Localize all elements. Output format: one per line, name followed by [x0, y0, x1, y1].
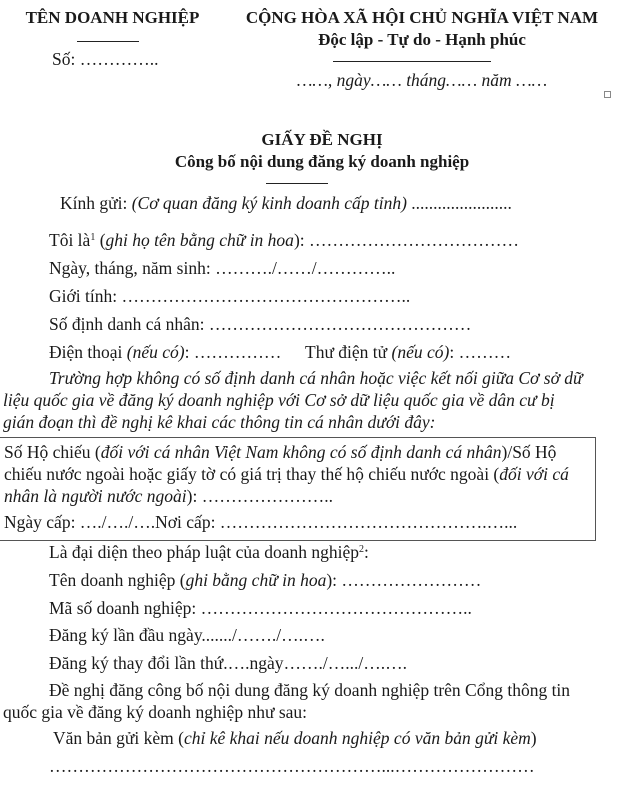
gender-input[interactable]: ………………………………………….. — [121, 286, 411, 306]
title-underline — [266, 183, 328, 184]
enterprise-code-field: Mã số doanh nghiệp: ……………………………………….. — [49, 598, 472, 618]
recipient-dots[interactable]: ....................... — [406, 193, 512, 213]
recipient-label: Kính gửi: — [60, 193, 132, 213]
personal-id-field: Số định danh cá nhân: ……………………………………… — [49, 314, 472, 334]
document-title: GIẤY ĐỀ NGHỊ — [261, 130, 383, 149]
request-line-2: quốc gia về đăng ký doanh nghiệp như sau: — [3, 702, 308, 722]
note-line-2: liệu quốc gia về đăng ký doanh nghiệp với Cơ sở dữ liệu quốc gia về dân cư bị — [3, 390, 555, 410]
request-line-1: Đề nghị đăng công bố nội dung đăng ký doanh nghiệp trên Cổng thông tin — [49, 680, 571, 700]
passport-issue-line — [4, 511, 517, 533]
recipient-value: (Cơ quan đăng ký kinh doanh cấp tỉnh) — [131, 193, 407, 213]
issue-date-input[interactable]: Ngày cấp: …./…./…. — [4, 512, 156, 532]
first-registration-field[interactable]: Đăng ký lần đầu ngày......./……./….…. — [49, 625, 325, 645]
enterprise-name-input[interactable]: ): …………………… — [326, 570, 482, 590]
passport-line-1: Số Hộ chiếu (đối với cá nhân Việt Nam không có số định danh cá nhân)/Số Hộ — [4, 442, 557, 462]
phone-input[interactable]: : …………… — [184, 342, 282, 362]
document-number: Số: ………….. — [52, 49, 159, 69]
attachment-input[interactable]: …………………………………………………...…………………… — [49, 756, 535, 776]
change-registration-field[interactable]: Đăng ký thay đổi lần thứ.….ngày……./….../….…. — [49, 653, 407, 673]
passport-line-2: chiếu nước ngoài hoặc giấy tờ có giá trị thay thế hộ chiếu nước ngoài (đối với cá — [4, 464, 569, 484]
enterprise-name-field: Tên doanh nghiệp (ghi bằng chữ in hoa): …………………… — [49, 570, 482, 590]
company-name: TÊN DOANH NGHIỆP — [25, 8, 200, 27]
gender-field: Giới tính: ………………………………………….. — [49, 286, 411, 306]
email-input[interactable]: : ……… — [449, 342, 512, 362]
attachment-line: Văn bản gửi kèm (chỉ kê khai nếu doanh nghiệp có văn bản gửi kèm) — [53, 728, 537, 748]
recipient-line — [60, 192, 512, 214]
legal-representative-line: Là đại diện theo pháp luật của doanh nghiệp$^2$: — [49, 542, 369, 562]
passport-number-input[interactable]: ): ………………….. — [186, 486, 333, 506]
note-line-3: gián đoạn thì đề nghị kê khai các thông tin cá nhân dưới đây: — [3, 412, 436, 432]
email-field: Thư điện tử (nếu có): ……… — [305, 342, 512, 362]
full-name-field: Tôi $là^1$ (ghi họ tên bằng chữ in hoa): ……………………………… — [49, 230, 520, 250]
footnote-1: 1 — [90, 232, 96, 243]
date-line: ……, ngày…… tháng…… năm …… — [296, 70, 548, 90]
date-of-birth-input[interactable]: ………./……/………….. — [215, 258, 396, 278]
full-name-input[interactable]: ……………………………… — [309, 230, 520, 250]
date-of-birth-field: Ngày, tháng, năm sinh: ………./……/………….. — [49, 258, 396, 278]
country-name: CỘNG HÒA XÃ HỘI CHỦ NGHĨA VIỆT NAM — [245, 8, 599, 27]
national-motto: Độc lập - Tự do - Hạnh phúc — [318, 30, 526, 49]
footnote-2: 2 — [359, 544, 365, 555]
personal-id-input[interactable]: ……………………………………… — [208, 314, 472, 334]
note-line-1: Trường hợp không có số định danh cá nhân hoặc việc kết nối giữa Cơ sở dữ — [49, 368, 583, 388]
passport-line-3: nhân là người nước ngoài): ………………….. — [4, 486, 333, 506]
motto-underline — [333, 61, 491, 62]
issue-place-input[interactable]: Nơi cấp: ……………………………………….…... — [155, 512, 518, 532]
company-underline — [77, 41, 139, 42]
document-subtitle: Công bố nội dung đăng ký doanh nghiệp — [174, 152, 470, 171]
phone-field: Điện thoại (nếu có): …………… — [49, 342, 282, 362]
anchor-marker-icon — [604, 91, 611, 98]
enterprise-code-input[interactable]: ……………………………………….. — [200, 598, 472, 618]
